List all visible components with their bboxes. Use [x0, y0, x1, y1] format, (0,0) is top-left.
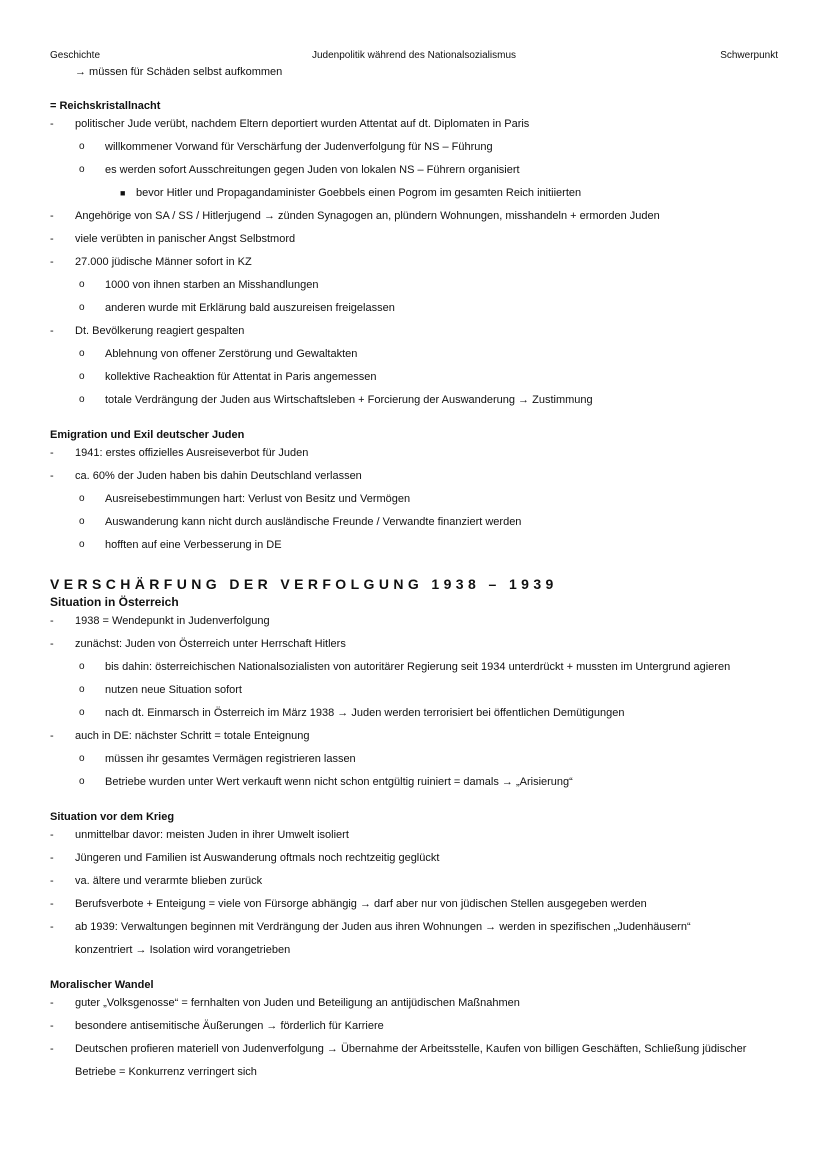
list-item-text: kollektive Racheaktion für Attentat in Paris angemessen: [105, 371, 377, 383]
list-item-text: müssen ihr gesamtes Vermägen registrieren lassen: [105, 753, 356, 765]
dash-bullet: -: [50, 233, 54, 245]
list-item-text: 1941: erstes offizielles Ausreiseverbot für Juden: [75, 447, 309, 459]
list-item-text: politischer Jude verübt, nachdem Eltern deportiert wurden Attentat auf dt. Diplomaten in Paris: [75, 118, 530, 130]
list-item: [50, 208, 790, 231]
list-item: [50, 537, 790, 560]
list-item: [50, 682, 790, 705]
dash-bullet: -: [50, 1020, 54, 1032]
circle-bullet: o: [79, 776, 85, 787]
section-heading: Situation in Österreich: [50, 595, 179, 609]
list-item: [50, 254, 790, 277]
list-item: [50, 1018, 790, 1041]
circle-bullet: o: [79, 661, 85, 672]
list-item: [50, 751, 790, 774]
list-item: [50, 896, 790, 919]
section-heading: Emigration und Exil deutscher Juden: [50, 429, 245, 441]
intro-text: → müssen für Schäden selbst aufkommen: [75, 66, 283, 78]
list-item-text: va. ältere und verarmte blieben zurück: [75, 875, 263, 887]
list-item: [50, 231, 790, 254]
list-item: [50, 827, 790, 850]
circle-bullet: o: [79, 371, 85, 382]
list-item-text: auch in DE: nächster Schritt = totale Enteignung: [75, 730, 310, 742]
dash-bullet: -: [50, 638, 54, 650]
page-header: [50, 50, 778, 64]
dash-bullet: -: [50, 898, 54, 910]
dash-bullet: -: [50, 852, 54, 864]
dash-bullet: -: [50, 447, 54, 459]
list-item: [50, 392, 790, 415]
chapter-title: VERSCHÄRFUNG DER VERFOLGUNG 1938 – 1939: [50, 576, 558, 592]
list-item: [50, 705, 790, 728]
sections-part-1: [50, 98, 790, 560]
circle-bullet: o: [79, 684, 85, 695]
list-item-text: Ablehnung von offener Zerstörung und Gewaltakten: [105, 348, 358, 360]
list-item-text: Dt. Bevölkerung reagiert gespalten: [75, 325, 245, 337]
intro-line: [50, 64, 790, 86]
list-item: [50, 323, 790, 346]
list-item-text: anderen wurde mit Erklärung bald auszureisen freigelassen: [105, 302, 395, 314]
header-topic: Judenpolitik während des Nationalsozialismus: [312, 50, 516, 61]
dash-bullet: -: [50, 470, 54, 482]
list-item: [50, 613, 790, 636]
dash-bullet: -: [50, 997, 54, 1009]
document-body: [50, 64, 790, 1087]
circle-bullet: o: [79, 516, 85, 527]
list-item-text: Betriebe = Konkurrenz verringert sich: [75, 1066, 257, 1078]
list-item: [50, 942, 790, 965]
header-label: Schwerpunkt: [720, 50, 778, 61]
list-item: [50, 369, 790, 392]
list-item: [50, 636, 790, 659]
list-item-text: bis dahin: österreichischen Nationalsozialisten von autoritärer Regierung seit 1934 unterdrückt + mussten im Untergrund agieren: [105, 661, 731, 673]
list-item: [50, 728, 790, 751]
list-item-text: es werden sofort Ausschreitungen gegen Juden von lokalen NS – Führern organisiert: [105, 164, 520, 176]
list-item: [50, 1041, 790, 1064]
list-item: [50, 277, 790, 300]
list-item: [50, 514, 790, 537]
list-item: [50, 774, 790, 797]
dash-bullet: -: [50, 118, 54, 130]
section-heading: Moralischer Wandel: [50, 979, 154, 991]
list-item: [50, 139, 790, 162]
list-item-text: viele verübten in panischer Angst Selbstmord: [75, 233, 296, 245]
dash-bullet: -: [50, 210, 54, 222]
list-item-text: zunächst: Juden von Österreich unter Herrschaft Hitlers: [75, 638, 346, 650]
circle-bullet: o: [79, 141, 85, 152]
dash-bullet: -: [50, 615, 54, 627]
list-item-text: Berufsverbote + Enteigung = viele von Fürsorge abhängig → darf aber nur von jüdischen Stellen ausgegeben werden: [75, 898, 647, 910]
list-item-text: Betriebe wurden unter Wert verkauft wenn nicht schon entgültig ruiniert = damals → „Arisierung“: [105, 776, 573, 788]
list-item-text: Deutschen profieren materiell von Judenverfolgung → Übernahme der Arbeitsstelle, Kaufen von billigen Geschäften, Schließung jüdischer: [75, 1043, 747, 1055]
list-item-text: 1938 = Wendepunkt in Judenverfolgung: [75, 615, 270, 627]
list-item: [50, 116, 790, 139]
circle-bullet: o: [79, 753, 85, 764]
dash-bullet: -: [50, 1043, 54, 1055]
dash-bullet: -: [50, 256, 54, 268]
list-item-text: besondere antisemitische Äußerungen → förderlich für Karriere: [75, 1020, 384, 1032]
list-item: [50, 919, 790, 942]
dash-bullet: -: [50, 921, 54, 933]
list-item-text: 27.000 jüdische Männer sofort in KZ: [75, 256, 252, 268]
list-item: [50, 468, 790, 491]
list-item-text: Auswanderung kann nicht durch ausländische Freunde / Verwandte finanziert werden: [105, 516, 522, 528]
list-item: [50, 491, 790, 514]
list-item-text: 1000 von ihnen starben an Misshandlungen: [105, 279, 319, 291]
list-item-text: Jüngeren und Familien ist Auswanderung oftmals noch rechtzeitig geglückt: [75, 852, 440, 864]
list-item-text: guter „Volksgenosse“ = fernhalten von Juden und Beteiligung an antijüdischen Maßnahmen: [75, 997, 520, 1009]
section-heading: = Reichskristallnacht: [50, 100, 161, 112]
circle-bullet: o: [79, 493, 85, 504]
list-item-text: totale Verdrängung der Juden aus Wirtschaftsleben + Forcierung der Auswanderung → Zustimmung: [105, 394, 593, 406]
list-item-text: hofften auf eine Verbesserung in DE: [105, 539, 282, 551]
dash-bullet: -: [50, 730, 54, 742]
square-bullet: ■: [120, 188, 126, 198]
circle-bullet: o: [79, 279, 85, 290]
list-item: [50, 1064, 790, 1087]
dash-bullet: -: [50, 829, 54, 841]
list-item: [50, 850, 790, 873]
dash-bullet: -: [50, 325, 54, 337]
section-heading: Situation vor dem Krieg: [50, 811, 175, 823]
list-item: [50, 445, 790, 468]
list-item-text: nutzen neue Situation sofort: [105, 684, 242, 696]
dash-bullet: -: [50, 875, 54, 887]
list-item-text: unmittelbar davor: meisten Juden in ihrer Umwelt isoliert: [75, 829, 349, 841]
list-item: [50, 300, 790, 323]
list-item-text: nach dt. Einmarsch in Österreich im März 1938 → Juden werden terrorisiert bei öffentlichen Demütigungen: [105, 707, 625, 719]
list-item-text: ca. 60% der Juden haben bis dahin Deutschland verlassen: [75, 470, 362, 482]
circle-bullet: o: [79, 707, 85, 718]
list-item-text: willkommener Vorwand für Verschärfung der Judenverfolgung für NS – Führung: [105, 141, 493, 153]
circle-bullet: o: [79, 539, 85, 550]
list-item: [50, 873, 790, 896]
list-item-text: Ausreisebestimmungen hart: Verlust von Besitz und Vermögen: [105, 493, 411, 505]
circle-bullet: o: [79, 302, 85, 313]
header-subject: Geschichte: [50, 50, 101, 61]
list-item: [50, 995, 790, 1018]
list-item-text: bevor Hitler und Propagandaminister Goebbels einen Pogrom im gesamten Reich initiierten: [136, 187, 582, 199]
list-item-text: Angehörige von SA / SS / Hitlerjugend → zünden Synagogen an, plündern Wohnungen, misshandeln + ermorden Juden: [75, 210, 660, 222]
sections-part-2: [50, 594, 790, 1087]
circle-bullet: o: [79, 164, 85, 175]
list-item-text: ab 1939: Verwaltungen beginnen mit Verdrängung der Juden aus ihren Wohnungen → werden in spezifischen „Judenhäusern“: [75, 921, 691, 933]
list-item: [50, 185, 790, 208]
circle-bullet: o: [79, 348, 85, 359]
list-item: [50, 346, 790, 369]
list-item: [50, 659, 790, 682]
circle-bullet: o: [79, 394, 85, 405]
list-item-text: konzentriert → Isolation wird vorangetrieben: [75, 944, 291, 956]
list-item: [50, 162, 790, 185]
